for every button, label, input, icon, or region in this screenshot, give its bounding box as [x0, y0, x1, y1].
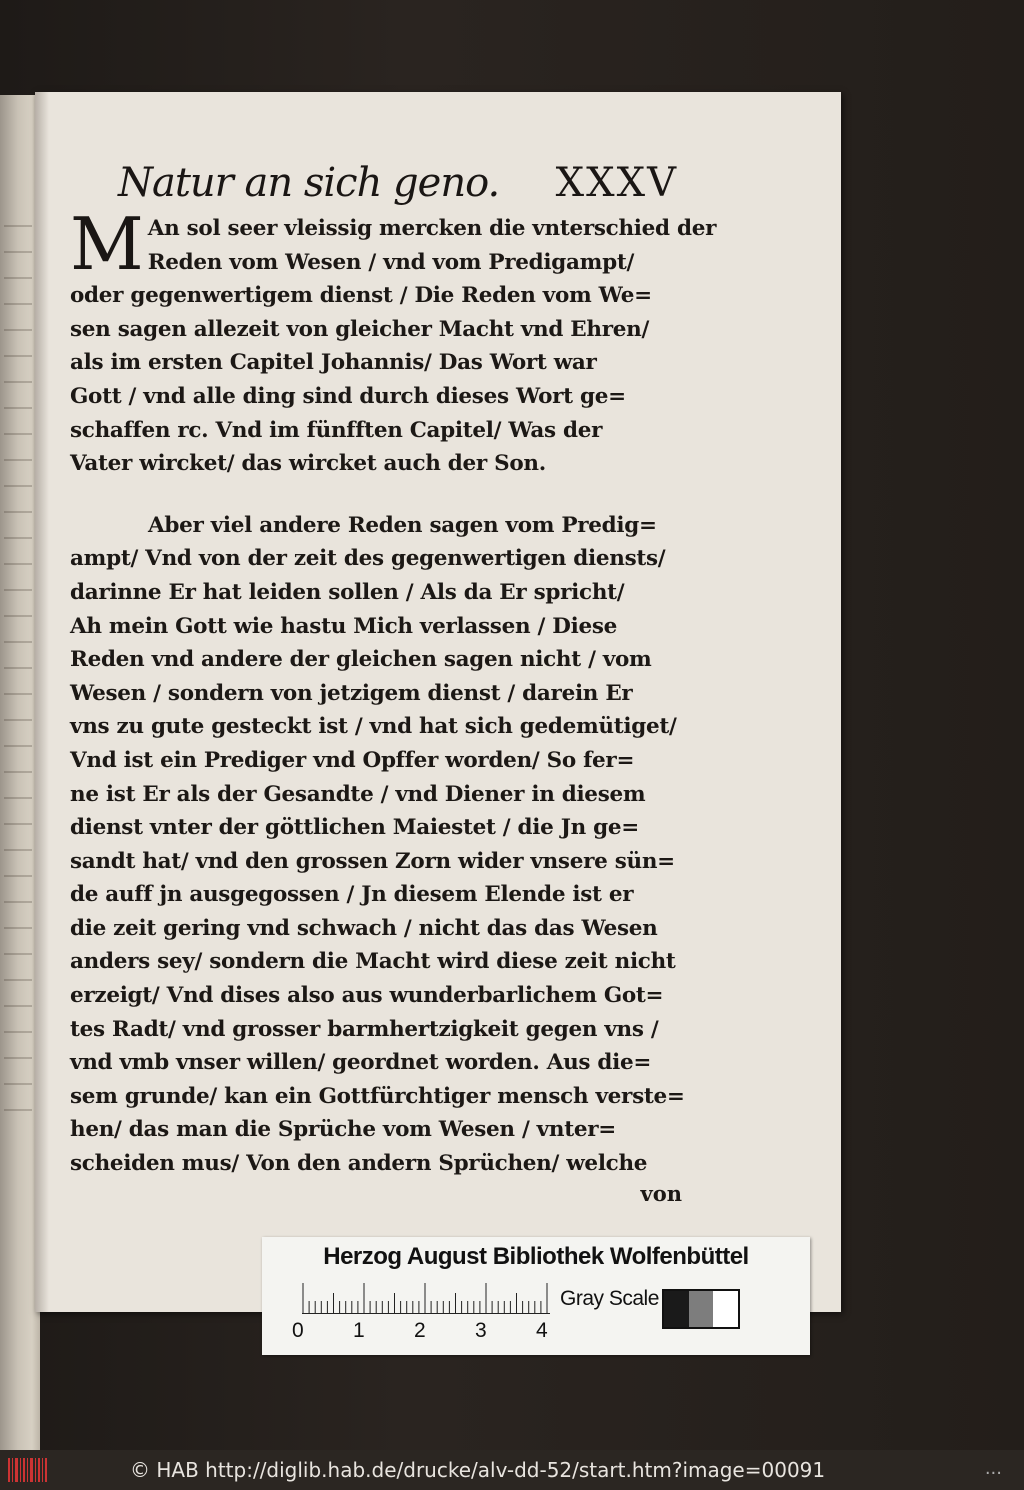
- text-line: Vnd ist ein Prediger vnd Opffer worden/ So fer=: [70, 747, 635, 773]
- ruler-number: 2: [414, 1319, 426, 1342]
- gray-scale-swatch: [662, 1289, 740, 1329]
- text-line: scheiden mus/ Von den andern Sprüchen/ welche: [70, 1151, 648, 1177]
- text-line: ampt/ Vnd von der zeit des gegenwertigen diensts/: [70, 546, 666, 572]
- text-line: oder gegenwertigem dienst / Die Reden vom We=: [70, 283, 652, 309]
- gray-swatch-cell: [689, 1291, 714, 1327]
- page-text: [70, 202, 717, 1206]
- text-line: vnd vmb vnser willen/ geordnet worden. Aus die=: [70, 1050, 652, 1076]
- text-line: schaffen rc. Vnd im fünfften Capitel/ Was der: [70, 417, 603, 443]
- ruler-number: 4: [536, 1319, 548, 1342]
- text-line: darinne Er hat leiden sollen / Als da Er spricht/: [70, 579, 625, 605]
- page-header: [118, 160, 678, 210]
- text-line: de auff jn ausgegossen / Jn diesem Elende ist er: [70, 882, 634, 908]
- gray-swatch-cell: [664, 1291, 689, 1327]
- scale-ruler: [302, 1283, 550, 1314]
- text-line: Reden vnd andere der gleichen sagen nicht / vom: [70, 647, 652, 673]
- text-line: vns zu gute gesteckt ist / vnd hat sich gedemütiget/: [70, 714, 677, 740]
- running-title: Natur an sich geno.: [118, 160, 500, 206]
- copyright-credit[interactable]: © HAB http://diglib.hab.de/drucke/alv-dd-52/start.htm?image=00091: [130, 1458, 826, 1482]
- ruler-number: 0: [292, 1319, 304, 1342]
- catchword: von: [640, 1180, 682, 1206]
- paragraph-1: [70, 202, 717, 481]
- text-line: Reden vom Wesen / vnd vom Predigampt/: [147, 249, 635, 275]
- ruler-ticks: [302, 1283, 550, 1313]
- previous-page-edge: [0, 95, 40, 1450]
- text-line: Wesen / sondern von jetzigem dienst / darein Er: [70, 680, 633, 706]
- text-line: dienst vnter der göttlichen Maiestet / die Jn ge=: [70, 815, 639, 841]
- gray-swatch-cell: [713, 1291, 738, 1327]
- page-gutter-shadow: [35, 92, 49, 1312]
- paragraph-2: [70, 509, 685, 1181]
- text-line: ne ist Er als der Gesandte / vnd Diener in diesem: [70, 781, 646, 807]
- reference-card: [262, 1237, 810, 1355]
- gray-scale-label: Gray Scale: [560, 1287, 659, 1310]
- text-line: hen/ das man die Sprüche vom Wesen / vnter=: [70, 1117, 616, 1143]
- barcode-icon: [8, 1458, 48, 1482]
- text-line: Ah mein Gott wie hastu Mich verlassen / Diese: [70, 613, 618, 639]
- text-line: An sol seer vleissig mercken die vnterschied der: [147, 216, 717, 241]
- text-line: Aber viel andere Reden sagen vom Predig=: [148, 512, 657, 538]
- text-line: Gott / vnd alle ding sind durch dieses Wort ge=: [70, 383, 626, 409]
- footer-bar: [0, 1450, 1024, 1490]
- drop-cap: M: [70, 202, 144, 286]
- text-line: erzeigt/ Vnd dises also aus wunderbarlichem Got=: [70, 983, 664, 1009]
- text-line: die zeit gering vnd schwach / nicht das das Wesen: [70, 915, 658, 941]
- previous-page-text-edge: [4, 225, 32, 1125]
- text-line: sandt hat/ vnd den grossen Zorn wider vnsere sün=: [70, 848, 675, 874]
- ruler-numbers: [292, 1319, 572, 1345]
- text-line: tes Radt/ vnd grosser barmhertzigkeit gegen vns /: [70, 1016, 659, 1042]
- reference-card-title: Herzog August Bibliothek Wolfenbüttel: [323, 1243, 749, 1270]
- folio-number: XXXV: [555, 160, 678, 206]
- ruler-number: 1: [353, 1319, 365, 1342]
- text-line: als im ersten Capitel Johannis/ Das Wort war: [70, 350, 597, 376]
- more-icon[interactable]: ...: [984, 1458, 1002, 1479]
- ruler-number: 3: [475, 1319, 487, 1342]
- text-line: sem grunde/ kan ein Gottfürchtiger mensch verste=: [70, 1083, 685, 1109]
- text-line: anders sey/ sondern die Macht wird diese zeit nicht: [70, 949, 676, 975]
- text-line: sen sagen allezeit von gleicher Macht vnd Ehren/: [70, 316, 650, 342]
- text-line: Vater wircket/ das wircket auch der Son.: [70, 451, 546, 477]
